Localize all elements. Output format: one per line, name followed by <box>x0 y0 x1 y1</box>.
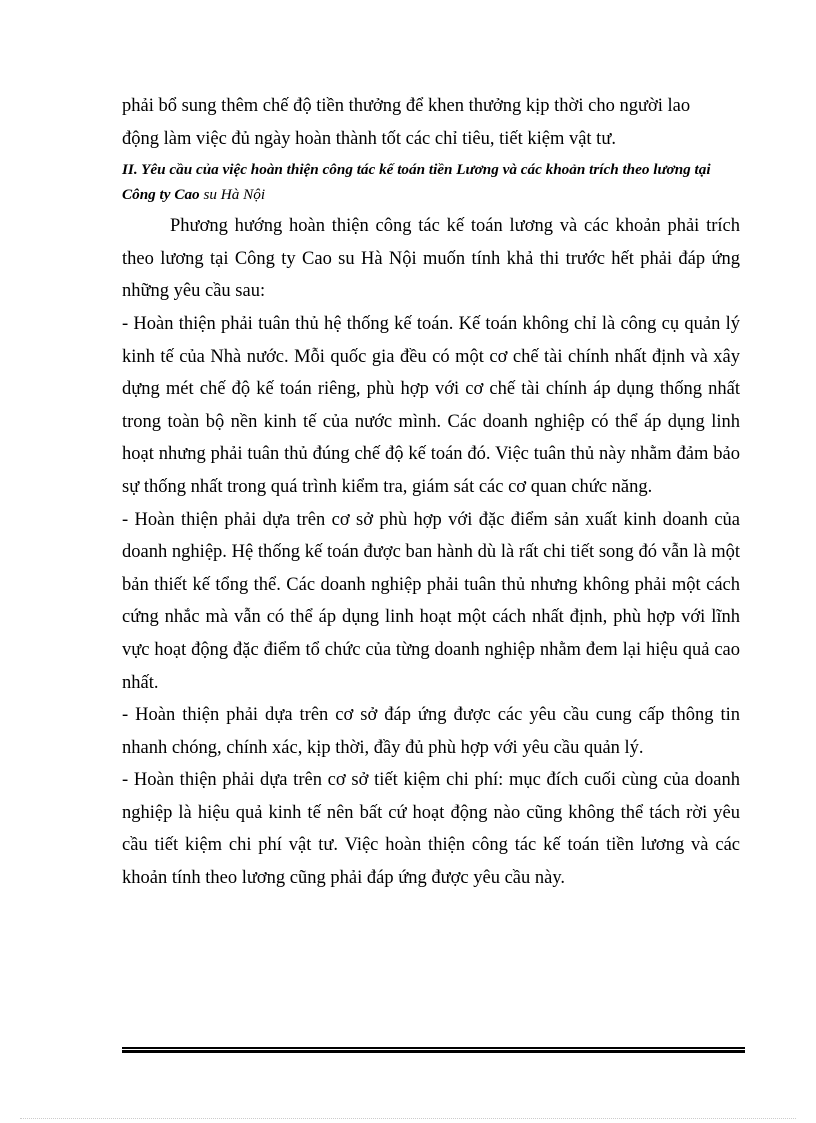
footer-divider-inner <box>122 1050 745 1051</box>
intro-paragraph: Phương hướng hoàn thiện công tác kế toán lương và các khoản phải trích theo lương tại Công ty Cao su Hà Nội muốn tính khả thi trước hết phải đáp ứng những yêu cầu sau: <box>122 216 740 302</box>
intro-line-2: động làm việc đủ ngày hoàn thành tốt các chỉ tiêu, tiết kiệm vật tư. <box>122 128 616 149</box>
page-bottom-edge <box>20 1118 796 1119</box>
page-content <box>122 90 740 895</box>
section-heading-bold: II. Yêu cầu của việc hoàn thiện công tác kế toán tiền Lương và các khoản trích theo lương tại Công ty Cao <box>122 161 711 204</box>
bullet-paragraph-3: - Hoàn thiện phải dựa trên cơ sở đáp ứng được các yêu cầu cung cấp thông tin nhanh chóng, chính xác, kịp thời, đầy đủ phù hợp với yêu cầu quản lý. <box>122 705 740 758</box>
bullet-paragraph-2: - Hoàn thiện phải dựa trên cơ sở phù hợp với đặc điểm sản xuất kinh doanh của doanh nghiệp. Hệ thống kế toán được ban hành dù là rất chi tiết song đó vẫn là một bản thiết kế tổng thể. Các doanh nghiệp phải tuân thủ nhưng không phải một cách cứng nhắc mà vẫn có thể áp dụng linh hoạt một cách nhất định, phù hợp với lĩnh vực hoạt động đặc điểm tổ chức của từng doanh nghiệp nhằm đem lại hiệu quả cao nhất. <box>122 509 740 693</box>
section-heading-normal: su Hà Nội <box>203 186 266 204</box>
section-heading <box>122 157 740 207</box>
bullet-paragraph-1: - Hoàn thiện phải tuân thủ hệ thống kế toán. Kế toán không chỉ là công cụ quản lý kinh tế của Nhà nước. Mỗi quốc gia đều có một cơ chế tài chính nhất định và xây dựng mét chế độ kế toán riêng, phù hợp với cơ chế tài chính áp dụng thống nhất trong toàn bộ nền kinh tế của nước mình. Các doanh nghiệp có thể áp dụng linh hoạt nhưng phải tuân thủ đúng chế độ kế toán đó. Việc tuân thủ này nhằm đảm bảo sự thống nhất trong quá trình kiểm tra, giám sát các cơ quan chức năng. <box>122 313 740 497</box>
footer-divider <box>122 1047 745 1053</box>
bullet-paragraph-4: - Hoàn thiện phải dựa trên cơ sở tiết kiệm chi phí: mục đích cuối cùng của doanh nghiệp là hiệu quả kinh tế nên bất cứ hoạt động nào cũng không thể tách rời yêu cầu tiết kiệm chi phí vật tư. Việc hoàn thiện công tác kế toán tiền lương và các khoản tính theo lương cũng phải đáp ứng được yêu cầu này. <box>122 770 740 889</box>
intro-line-1: phải bổ sung thêm chế độ tiền thưởng để khen thưởng kịp thời cho người lao <box>122 96 691 116</box>
